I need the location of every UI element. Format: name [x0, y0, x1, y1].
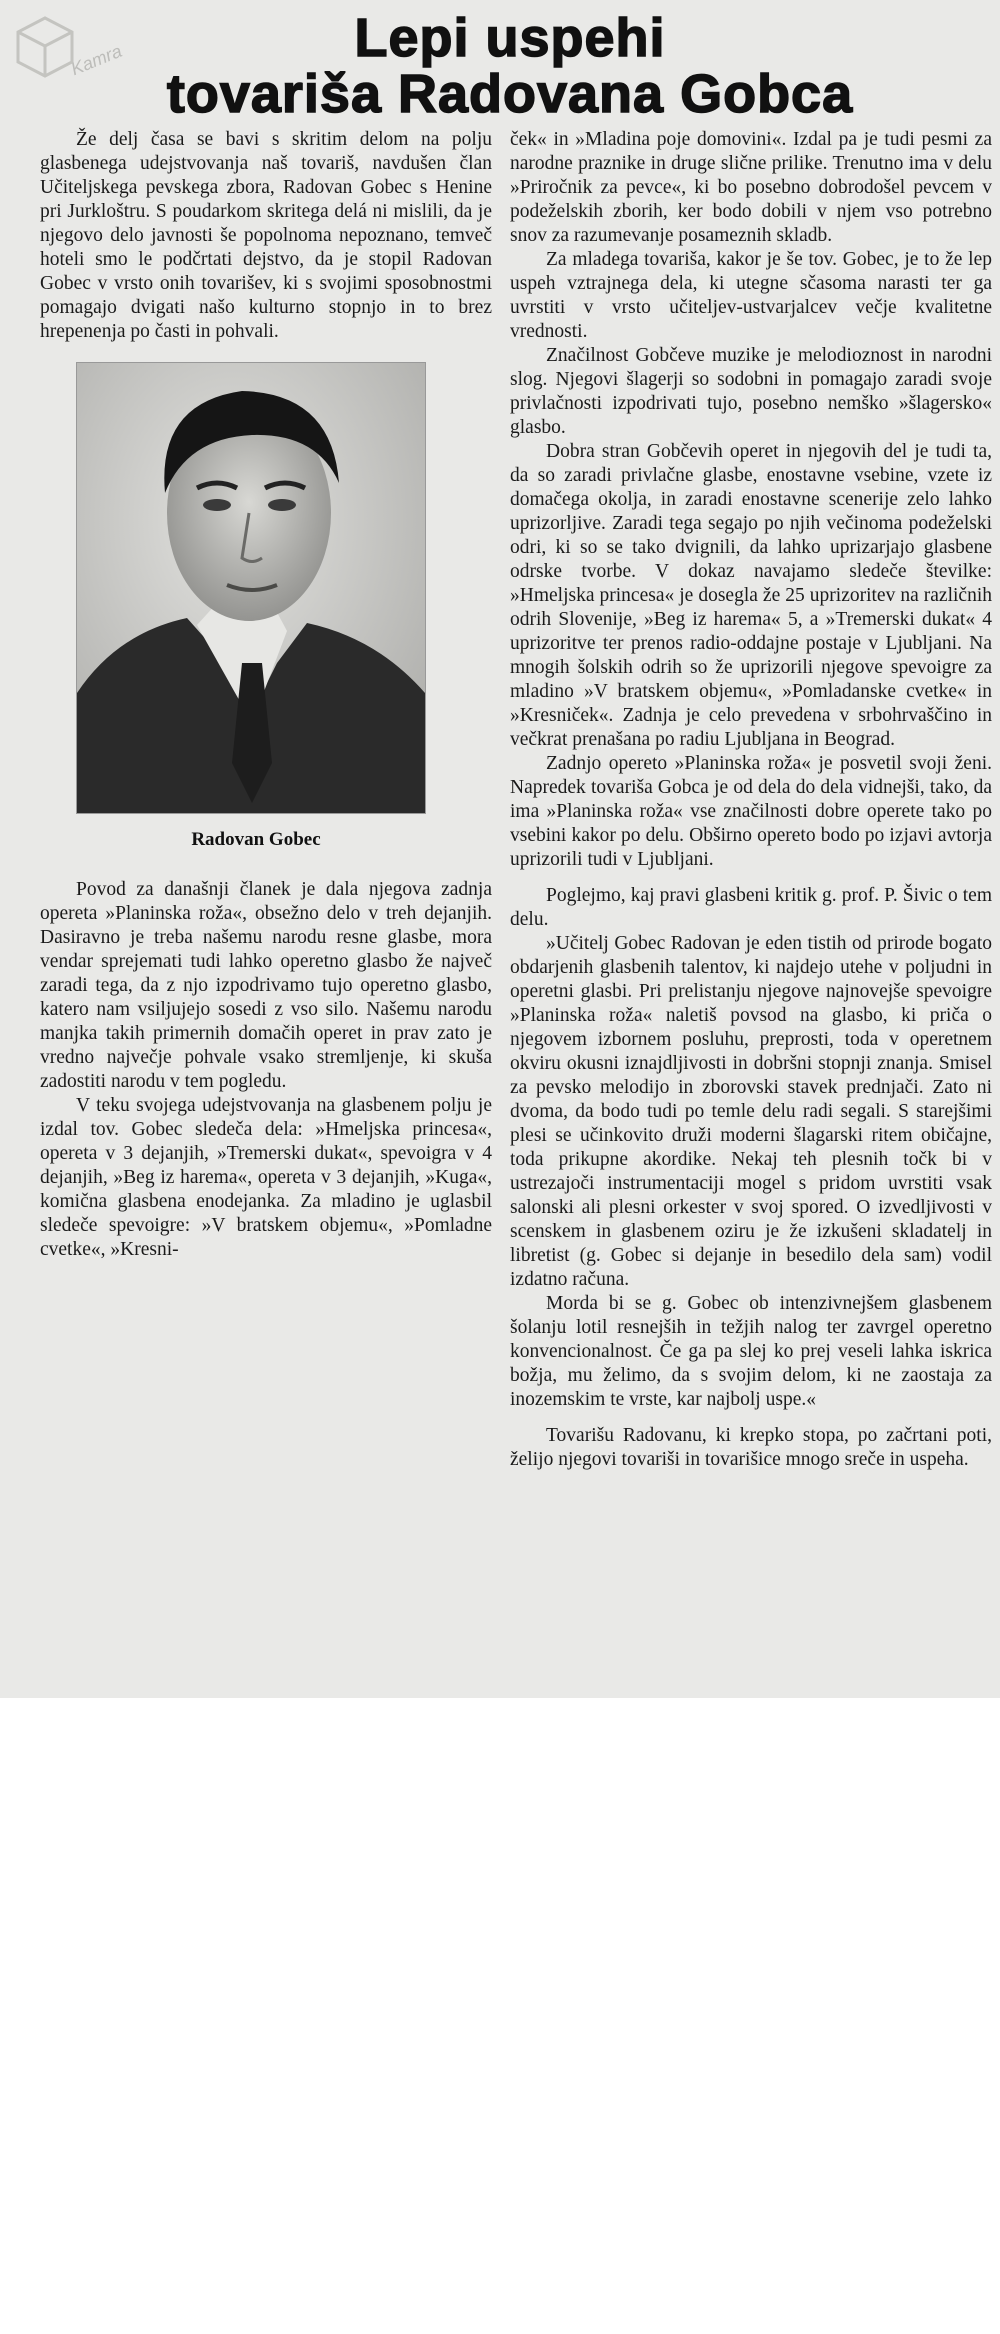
article-paragraph: ček« in »Mladina poje domovini«. Izdal pa je tudi pesmi za narodne praznike in druge slične prilike. Trenutno ima v delu »Priročnik za pevce«, ki bo posebno dobrodošel pevcem v podeželskih zborih, ker bodo dobili v njem vso potrebno snov za razumevanje posameznih skladb. — [510, 129, 992, 246]
headline-line-1: Lepi uspehi — [354, 8, 666, 68]
article-paragraph: Povod za današnji članek je dala njegova zadnja opereta »Planinska roža«, obsežno delo v treh dejanjih. Dasiravno je treba našemu narodu resne glasbe, mora vendar sprejemati tudi lahko operetno glasbo že največ zaradi tega, da z njo izpodrivamo tujo operetno glasbo, katero nam vsiljujejo sosedi z vso silo. Našemu narodu manjka takih primernih domačih operet in prav zato je vredno največje pohvale vsako stremljenje, ki skuša zadostiti narodu v tem pogledu. — [40, 879, 492, 1092]
left-column — [40, 128, 492, 1262]
article-paragraph: Dobra stran Gobčevih operet in njegovih del je tudi ta, da so zaradi privlačne glasbe, enostavne vsebine, vzete iz domačega okolja, in zaradi enostavne scenerije zelo lahko uprizorljive. Zaradi tega segajo po njih večinoma podeželski odri, ki so se tako dvignili, da lahko uprizarjajo glasbene odrske tvorbe. V dokaz navajamo sledeče številke: »Hmeljska princesa« je dosegla že 25 uprizoritev na različnih odrih Slovenije, »Beg iz harema« 5, a »Tremerski dukat« 4 uprizoritve ter prenos radio-oddajne postaje v Ljubljani. Na mnogih šolskih odrih so že uprizorili njegove spevoigre za mladino »V bratskem objemu«, »Pomladanske cvetke« in »Kresniček«. Zadnja je celo prevedena v srbohrvaščino in večkrat prenašana po radiu Ljubljana in Beograd. — [510, 441, 992, 750]
article-paragraph: »Učitelj Gobec Radovan je eden tistih od prirode bogato obdarjenih glasbenih talentov, ki najdejo utehe v poljudni in operetni glasbi. Pri prelistanju njegove najnovejše spevoigre »Planinska roža« naletiš povsod na glasbo, ki priča o njegovem izbornem posluhu, preprosti, toda v operetnem okviru okusni iznajdljivosti in dobršni stopnji znanja. Smisel za pevsko melodijo in zborovski stavek prednjači. Zato ni dvoma, da bodo tudi po temle delu radi segali. S starejšimi plesi se učinkovito druži moderni šlagarski ritem običajne, toda prikupne akordike. Nekaj teh plesnih točk bi v ustrezajoči instrumentaciji mogel s pridom uvrstiti vsak salonski ali plesni orkester v svoj spored. O izvedljivosti v scenskem in glasbenem oziru je že izkušeni skladatelj in libretist (g. Gobec si dejanje in besedilo dela sam) vodil izdatno računa. — [510, 933, 992, 1290]
headline-line-2: tovariša Radovana Gobca — [166, 64, 854, 124]
photo-caption: Radovan Gobec — [191, 829, 321, 850]
article-paragraph: Morda bi se g. Gobec ob intenzivnejšem glasbenem šolanju lotil resnejših in težjih nalog ter zavrgel operetno konvencionalnost. Če ga pa slej ko prej veseli lahka iskrica božja, mu želimo, da s svojim delom, ki ne zaostaja za inozemskim te vrste, kar najbolj uspe.« — [510, 1293, 992, 1410]
article-paragraph: V teku svojega udejstvovanja na glasbenem polju je izdal tov. Gobec sledeča dela: »Hmeljska princesa«, opereta v 3 dejanjih, »Tremerski dukat«, spevoigra v 4 dejanjih, »Beg iz harema«, opereta v 3 dejanjih, »Kuga«, komična glasbena enodejanka. Za mladino je uglasbil sledeče spevoigre: »V bratskem objemu«, »Pomladne cvetke«, »Kresni- — [40, 1095, 492, 1260]
right-column — [510, 128, 992, 1472]
portrait-figure — [76, 362, 456, 852]
cube-logo-icon — [10, 12, 80, 82]
article-paragraph: Značilnost Gobčeve muzike je melodioznost in narodni slog. Njegovi šlagerji so sodobni in pomagajo zaradi svoje privlačnosti izpodrivati tujo, posebno nemško »šlagersko« glasbo. — [510, 345, 992, 438]
logo-text: Kamra — [67, 40, 125, 80]
article-paragraph: Poglejmo, kaj pravi glasbeni kritik g. prof. P. Šivic o tem delu. — [510, 885, 992, 930]
article-paragraph: Tovarišu Radovanu, ki krepko stopa, po začrtani poti, želijo njegovi tovariši in tovarišice mnogo sreče in uspeha. — [510, 1425, 992, 1470]
article-headline — [100, 10, 920, 122]
portrait-photo — [76, 362, 426, 814]
article-paragraph: Za mladega tovariša, kakor je še tov. Gobec, je to že lep uspeh vztrajnega dela, ki utegne sčasoma narasti ter ga uvrstiti v vrsto učiteljev-ustvarjalcev večje kvalitetne vrednosti. — [510, 249, 992, 342]
article-paragraph: Zadnjo opereto »Planinska roža« je posvetil svoji ženi. Napredek tovariša Gobca je od dela do dela vidnejši, tako, da ima »Planinska roža« vse značilnosti dobre operete tako po vsebini kakor po delu. Obširno opereto bodo po izjavi avtorja uprizorili tudi v Ljubljani. — [510, 753, 992, 870]
left-column-intro — [40, 128, 492, 344]
article-paragraph: Že delj časa se bavi s skritim delom na polju glasbenega udejstvovanja naš tovariš, navdušen član Učiteljskega pevskega zbora, Radovan Gobec s Henine pri Jurkloštru. S poudarkom skritega delá ni mislili, da je njegovo delo javnosti še popolnoma nepoznano, temveč hoteli smo le podčrtati dejstvo, da je stopil Radovan Gobec v vrsto onih tovarišev, ki s svojimi sposobnostmi pomagajo dvigati našo kulturno stopnjo in to brez hrepenenja po časti in pohvali. — [40, 129, 492, 342]
portrait-image-icon — [77, 363, 425, 813]
left-column-body — [40, 878, 492, 1262]
